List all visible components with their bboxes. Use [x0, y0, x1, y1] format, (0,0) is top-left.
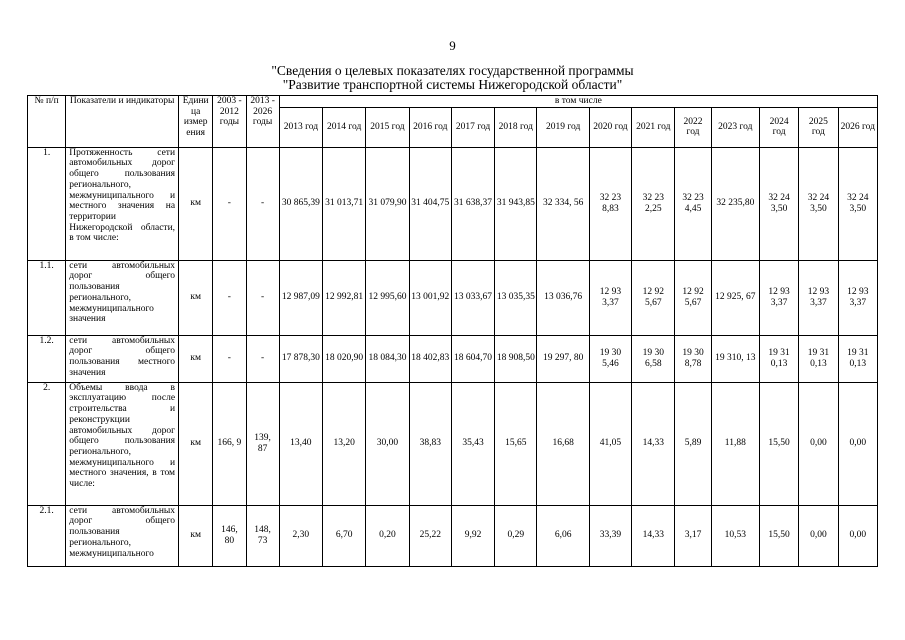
row-year-value: 15,50 — [759, 505, 798, 566]
row-year-value: 31 638,37 — [451, 147, 494, 260]
row-indicator-name: сети автомобильных дорог общего пользования регионального, межмуниципального значения — [66, 260, 179, 335]
row-year-value: 30,00 — [366, 382, 409, 505]
row-year-value: 13,40 — [279, 382, 322, 505]
row-indicator-name: сети автомобильных дорог общего пользования регионального, межмуниципального — [66, 505, 179, 566]
page-number: 9 — [449, 38, 456, 53]
row-year-value: 31 404,75 — [409, 147, 451, 260]
row-year-value: 18 604,70 — [451, 335, 494, 382]
row-year-value: 14,33 — [632, 382, 675, 505]
row-year-value: 12 93 3,37 — [759, 260, 798, 335]
row-year-value: 13 001,92 — [409, 260, 451, 335]
row-year-value: 3,17 — [675, 505, 711, 566]
row-year-value: 13,20 — [323, 382, 366, 505]
row-period-2003-2012: - — [213, 335, 246, 382]
row-year-value: 12 992,81 — [323, 260, 366, 335]
row-unit: км — [179, 147, 213, 260]
row-year-value: 19 30 6,58 — [632, 335, 675, 382]
table-row — [28, 147, 878, 260]
row-period-2003-2012: 146, 80 — [213, 505, 246, 566]
header-year: 2021 год — [632, 107, 675, 147]
row-year-value: 0,00 — [838, 382, 877, 505]
row-year-value: 31 013,71 — [323, 147, 366, 260]
row-year-value: 33,39 — [589, 505, 631, 566]
row-year-value: 10,53 — [711, 505, 759, 566]
row-year-value: 17 878,30 — [279, 335, 322, 382]
row-year-value: 0,00 — [838, 505, 877, 566]
table-row — [28, 335, 878, 382]
row-period-2003-2012: - — [213, 260, 246, 335]
header-year: 2014 год — [323, 107, 366, 147]
row-period-2013-2026: 139, 87 — [246, 382, 279, 505]
header-year: 2025 год — [799, 107, 838, 147]
row-year-value: 31 943,85 — [495, 147, 537, 260]
row-unit: км — [179, 505, 213, 566]
row-year-value: 35,43 — [451, 382, 494, 505]
header-including: в том числе — [279, 96, 877, 108]
header-year: 2026 год — [838, 107, 877, 147]
row-year-value: 18 084,30 — [366, 335, 409, 382]
row-num: 1. — [28, 147, 66, 260]
row-year-value: 12 92 5,67 — [675, 260, 711, 335]
row-year-value: 19 30 5,46 — [589, 335, 631, 382]
header-year: 2016 год — [409, 107, 451, 147]
row-period-2003-2012: - — [213, 147, 246, 260]
row-num: 1.1. — [28, 260, 66, 335]
row-year-value: 32 24 3,50 — [838, 147, 877, 260]
header-year: 2023 год — [711, 107, 759, 147]
row-year-value: 19 310, 13 — [711, 335, 759, 382]
row-year-value: 32 23 8,83 — [589, 147, 631, 260]
row-year-value: 32 23 2,25 — [632, 147, 675, 260]
row-year-value: 15,65 — [495, 382, 537, 505]
header-year: 2020 год — [589, 107, 631, 147]
table-row — [28, 505, 878, 566]
header-period-2003-2012: 2003 - 2012 годы — [213, 96, 246, 148]
indicators-table — [27, 95, 878, 567]
row-year-value: 19 297, 80 — [537, 335, 589, 382]
header-period-2013-2026: 2013 - 2026 годы — [246, 96, 279, 148]
row-year-value: 14,33 — [632, 505, 675, 566]
row-year-value: 5,89 — [675, 382, 711, 505]
header-year: 2013 год — [279, 107, 322, 147]
row-indicator-name: Протяженность сети автомобильных дорог общего пользования регионального, межмуниципального и местного значения на территории Нижегородской области, в том числе: — [66, 147, 179, 260]
row-year-value: 12 925, 67 — [711, 260, 759, 335]
row-year-value: 18 020,90 — [323, 335, 366, 382]
row-period-2013-2026: 148, 73 — [246, 505, 279, 566]
row-year-value: 32 235,80 — [711, 147, 759, 260]
row-period-2013-2026: - — [246, 335, 279, 382]
row-num: 2. — [28, 382, 66, 505]
row-num: 1.2. — [28, 335, 66, 382]
row-year-value: 31 079,90 — [366, 147, 409, 260]
row-year-value: 30 865,39 — [279, 147, 322, 260]
row-year-value: 38,83 — [409, 382, 451, 505]
row-year-value: 6,70 — [323, 505, 366, 566]
row-period-2003-2012: 166, 9 — [213, 382, 246, 505]
row-year-value: 15,50 — [759, 382, 798, 505]
row-year-value: 0,29 — [495, 505, 537, 566]
row-year-value: 13 033,67 — [451, 260, 494, 335]
row-year-value: 11,88 — [711, 382, 759, 505]
row-year-value: 19 31 0,13 — [799, 335, 838, 382]
row-year-value: 12 93 3,37 — [799, 260, 838, 335]
row-year-value: 41,05 — [589, 382, 631, 505]
row-year-value: 12 93 3,37 — [838, 260, 877, 335]
row-unit: км — [179, 335, 213, 382]
header-indicator: Показатели и индикаторы — [66, 96, 179, 148]
document-subtitle: "Развитие транспортной системы Нижегородской области" — [282, 77, 623, 92]
table-row — [28, 382, 878, 505]
row-year-value: 18 908,50 — [495, 335, 537, 382]
row-indicator-name: сети автомобильных дорог общего пользования местного значения — [66, 335, 179, 382]
row-year-value: 18 402,83 — [409, 335, 451, 382]
document-title: "Сведения о целевых показателях государственной программы — [271, 63, 634, 78]
row-year-value: 0,20 — [366, 505, 409, 566]
header-year: 2022 год — [675, 107, 711, 147]
row-year-value: 32 23 4,45 — [675, 147, 711, 260]
row-year-value: 19 30 8,78 — [675, 335, 711, 382]
row-period-2013-2026: - — [246, 260, 279, 335]
row-year-value: 32 334, 56 — [537, 147, 589, 260]
row-unit: км — [179, 260, 213, 335]
row-year-value: 6,06 — [537, 505, 589, 566]
row-year-value: 19 31 0,13 — [759, 335, 798, 382]
row-year-value: 12 93 3,37 — [589, 260, 631, 335]
row-year-value: 12 92 5,67 — [632, 260, 675, 335]
header-year: 2018 год — [495, 107, 537, 147]
row-year-value: 2,30 — [279, 505, 322, 566]
header-year: 2017 год — [451, 107, 494, 147]
row-year-value: 16,68 — [537, 382, 589, 505]
header-year: 2024 год — [759, 107, 798, 147]
row-unit: км — [179, 382, 213, 505]
header-year: 2019 год — [537, 107, 589, 147]
row-period-2013-2026: - — [246, 147, 279, 260]
row-year-value: 13 035,35 — [495, 260, 537, 335]
header-year: 2015 год — [366, 107, 409, 147]
row-year-value: 19 31 0,13 — [838, 335, 877, 382]
row-indicator-name: Объемы ввода в эксплуатацию после строительства и реконструкции автомобильных дорог общего пользования регионального, межмуниципального и местного значения, в том числе: — [66, 382, 179, 505]
row-year-value: 25,22 — [409, 505, 451, 566]
row-year-value: 0,00 — [799, 505, 838, 566]
header-num: № п/п — [28, 96, 66, 148]
row-year-value: 9,92 — [451, 505, 494, 566]
row-year-value: 13 036,76 — [537, 260, 589, 335]
row-year-value: 32 24 3,50 — [759, 147, 798, 260]
row-year-value: 12 987,09 — [279, 260, 322, 335]
header-unit: Едини ца измер ения — [179, 96, 213, 148]
row-num: 2.1. — [28, 505, 66, 566]
row-year-value: 0,00 — [799, 382, 838, 505]
row-year-value: 12 995,60 — [366, 260, 409, 335]
table-row — [28, 260, 878, 335]
row-year-value: 32 24 3,50 — [799, 147, 838, 260]
